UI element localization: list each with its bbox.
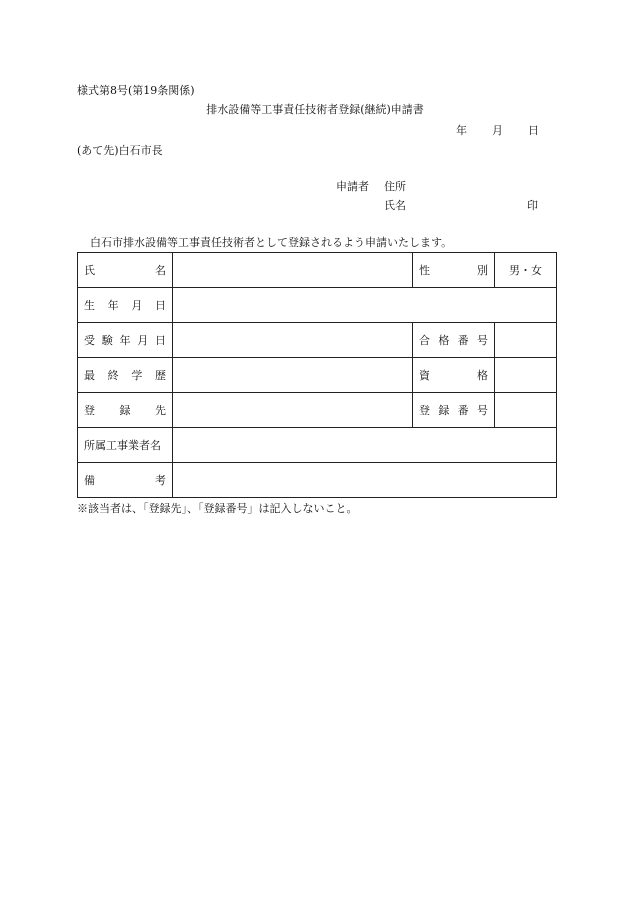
qualification-value-cell[interactable] — [495, 358, 557, 393]
label-char: 月 — [131, 299, 143, 312]
table-row — [78, 463, 557, 498]
table-row — [78, 253, 557, 288]
birthdate-header-cell — [78, 288, 173, 323]
label-char: 月 — [137, 334, 149, 347]
application-statement: 白石市排水設備等工事責任技術者として登録されるよう申請いたします。 — [90, 236, 453, 249]
company-label: 所属工事業者名 — [84, 439, 161, 452]
gender-header-cell — [413, 253, 495, 288]
label-char: 年 — [107, 299, 119, 312]
label-char: 受 — [84, 334, 95, 347]
gender-options: 男・女 — [509, 264, 542, 277]
label-char: 録 — [119, 404, 131, 417]
label-char: 合 — [419, 334, 430, 347]
label-char: 先 — [155, 404, 166, 417]
form-number: 様式第8号(第19条関係) — [77, 84, 195, 97]
qualification-header-cell — [413, 358, 495, 393]
table-row — [78, 288, 557, 323]
label-char: 歴 — [154, 369, 166, 382]
label-char: 終 — [107, 369, 119, 382]
label-char: 学 — [131, 369, 143, 382]
company-value-cell[interactable] — [173, 428, 557, 463]
label-char: 日 — [154, 299, 166, 312]
name-value-cell[interactable] — [173, 253, 413, 288]
label-char: 登 — [419, 404, 430, 417]
label-char: 氏 — [84, 264, 95, 277]
table-row — [78, 358, 557, 393]
application-form-table — [77, 252, 557, 498]
label-char: 格 — [438, 334, 450, 347]
pass-number-header-cell — [413, 323, 495, 358]
label-char: 生 — [84, 299, 95, 312]
registration-number-header-cell — [413, 393, 495, 428]
addressee: (あて先)白石市長 — [77, 144, 163, 157]
address-label: 住所 — [384, 180, 406, 193]
registration-dest-header-cell — [78, 393, 173, 428]
gender-value-cell[interactable] — [495, 253, 557, 288]
label-char: 年 — [119, 334, 131, 347]
label-char: 録 — [438, 404, 450, 417]
pass-number-value-cell[interactable] — [495, 323, 557, 358]
education-header-cell — [78, 358, 173, 393]
label-char: 備 — [84, 474, 95, 487]
label-char: 最 — [84, 369, 95, 382]
education-value-cell[interactable] — [173, 358, 413, 393]
label-char: 名 — [155, 264, 166, 277]
label-char: 格 — [477, 369, 488, 382]
name-header-cell — [78, 253, 173, 288]
exam-date-value-cell[interactable] — [173, 323, 413, 358]
table-row — [78, 428, 557, 463]
label-char: 号 — [476, 404, 488, 417]
table-row — [78, 393, 557, 428]
date-month: 月 — [492, 124, 503, 137]
date-year: 年 — [456, 124, 467, 137]
label-char: 性 — [419, 264, 430, 277]
birthdate-value-cell[interactable] — [173, 288, 557, 323]
label-char: 号 — [476, 334, 488, 347]
remarks-header-cell — [78, 463, 173, 498]
exam-date-header-cell — [78, 323, 173, 358]
date-day: 日 — [528, 124, 539, 137]
label-char: 験 — [101, 334, 113, 347]
remarks-value-cell[interactable] — [173, 463, 557, 498]
name-label: 氏名 — [384, 199, 406, 212]
registration-dest-value-cell[interactable] — [173, 393, 413, 428]
label-char: 考 — [155, 474, 166, 487]
seal-mark: 印 — [527, 199, 538, 212]
table-row — [78, 323, 557, 358]
registration-number-value-cell[interactable] — [495, 393, 557, 428]
label-char: 日 — [155, 334, 166, 347]
company-header-cell — [78, 428, 173, 463]
label-char: 登 — [84, 404, 95, 417]
applicant-label: 申請者 — [336, 180, 369, 193]
label-char: 番 — [457, 334, 469, 347]
document-title: 排水設備等工事責任技術者登録(継続)申請書 — [206, 103, 424, 116]
label-char: 番 — [457, 404, 469, 417]
label-char: 資 — [419, 369, 430, 382]
footnote: ※該当者は、「登録先」、「登録番号」は記入しないこと。 — [77, 502, 358, 515]
label-char: 別 — [477, 264, 488, 277]
